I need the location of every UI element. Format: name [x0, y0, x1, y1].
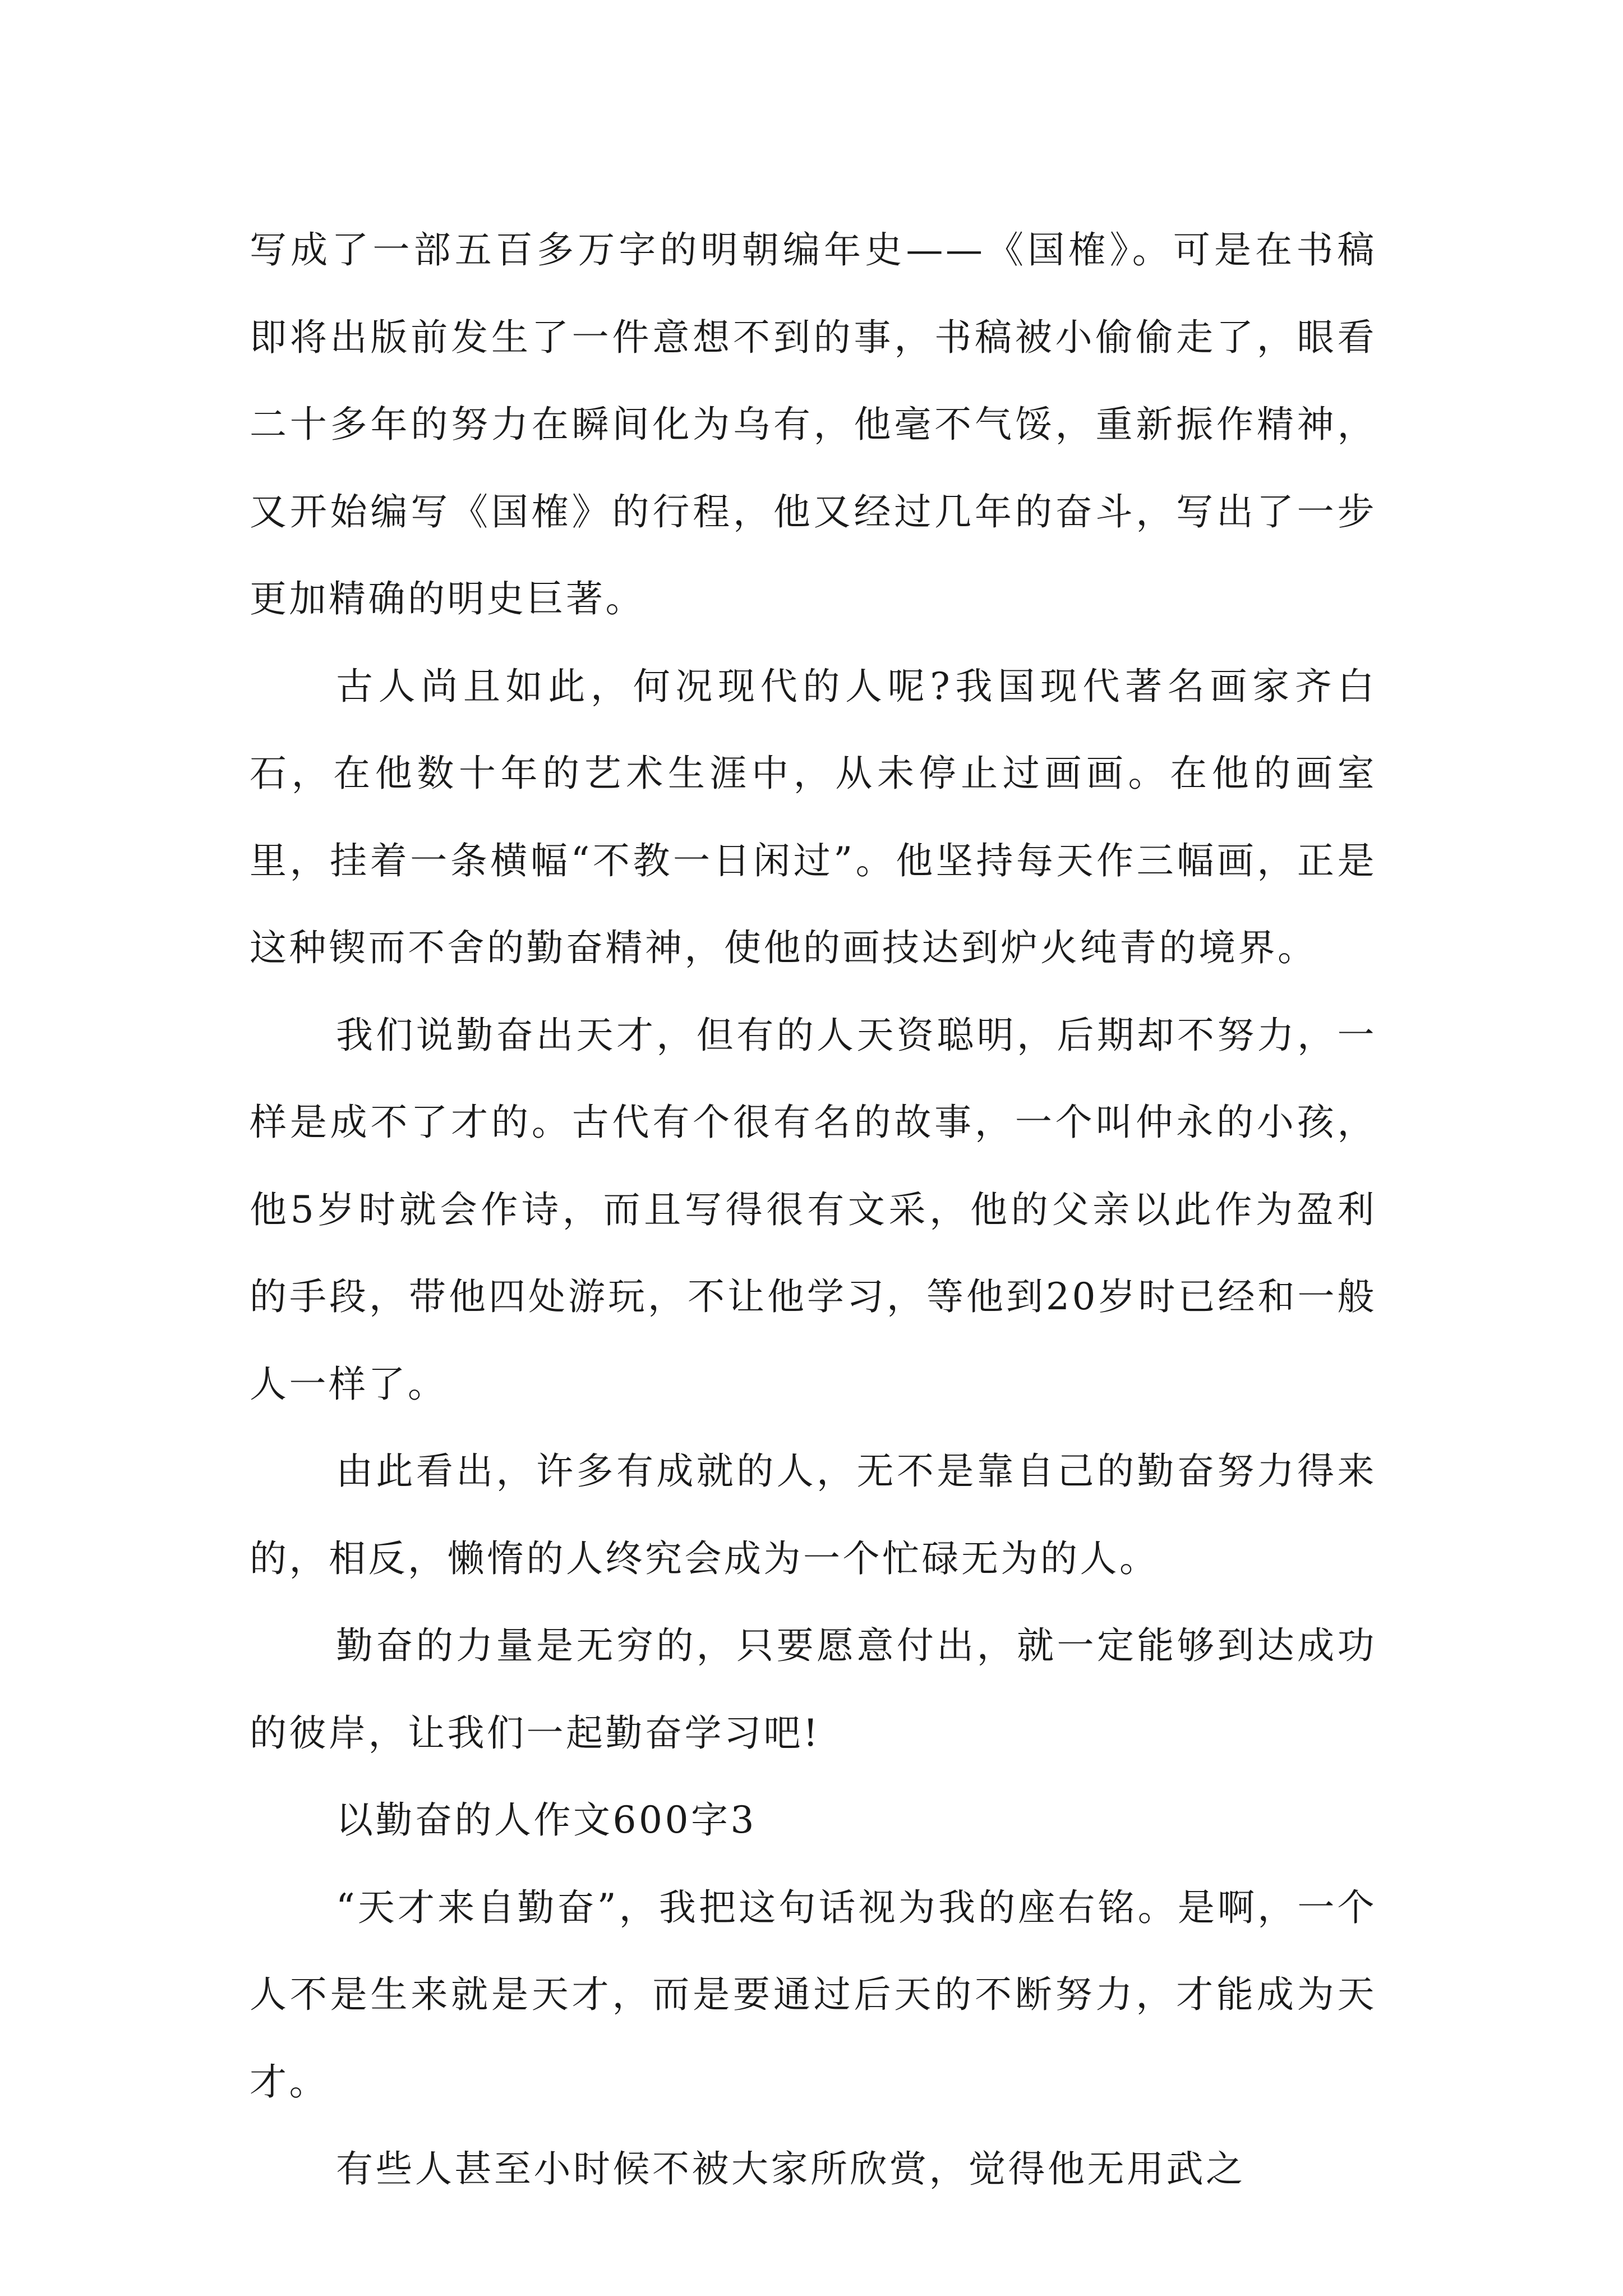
paragraph-exhortation: 勤奋的力量是无穷的，只要愿意付出，就一定能够到达成功的彼岸，让我们一起勤奋学习吧!: [250, 1624, 1377, 1755]
paragraph-qibaishi: 古人尚且如此，何况现代的人呢?我国现代著名画家齐白石，在他数十年的艺术生涯中，从未停止过画画。在他的画室里，挂着一条横幅“不教一日闲过”。他坚持每天作三幅画，正是这种锲而不舍的勤奋精神，使他的画技达到炉火纯青的境界。: [250, 664, 1377, 969]
essay-heading: 以勤奋的人作文600字3: [336, 1798, 757, 1842]
paragraph-childhood: 有些人甚至小时候不被大家所欣赏，觉得他无用武之: [336, 2147, 1246, 2191]
paragraph-tanqian: 写成了一部五百多万字的明朝编年史——《国榷》。可是在书稿即将出版前发生了一件意想不到的事，书稿被小偷偷走了，眼看二十多年的努力在瞬间化为乌有，他毫不气馁，重新振作精神，又开始编写《国榷》的行程，他又经过几年的奋斗，写出了一步更加精确的明史巨著。: [250, 228, 1377, 620]
paragraph-zhongyong: 我们说勤奋出天才，但有的人天资聪明，后期却不努力，一样是成不了才的。古代有个很有名的故事，一个叫仲永的小孩，他5岁时就会作诗，而且写得很有文采，他的父亲以此作为盈利的手段，带他四处游玩，不让他学习，等他到20岁时已经和一般人一样了。: [250, 1013, 1377, 1406]
paragraph-conclusion: 由此看出，许多有成就的人，无不是靠自己的勤奋努力得来的，相反，懒惰的人终究会成为一个忙碌无为的人。: [250, 1450, 1377, 1580]
paragraph-motto: “天才来自勤奋”，我把这句话视为我的座右铭。是啊，一个人不是生来就是天才，而是要通过后天的不断努力，才能成为天才。: [250, 1885, 1377, 2104]
document-body: [250, 206, 1377, 2213]
